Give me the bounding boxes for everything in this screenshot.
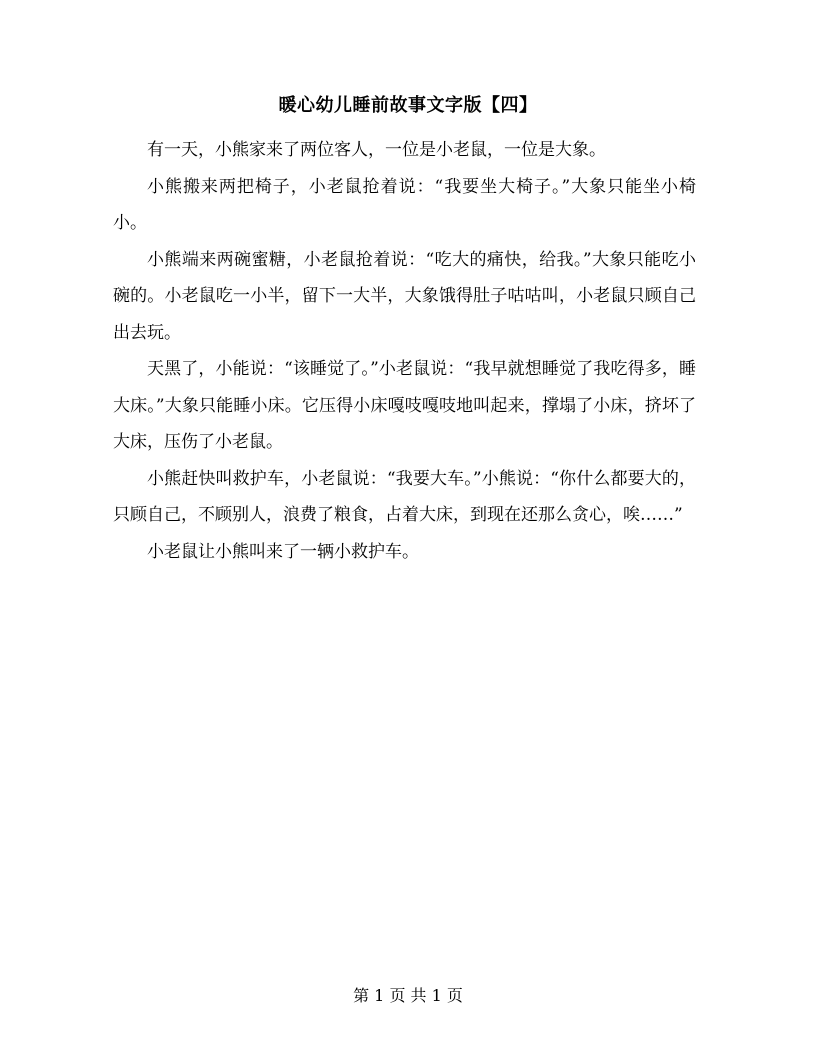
paragraph-4: 天黑了，小能说：“该睡觉了。”小老鼠说：“我早就想睡觉了我吃得多，睡大床。”大象只能睡小床。它压得小床嘎吱嘎吱地叫起来，撑塌了小床，挤坏了大床，压伤了小老鼠。 (113, 359, 696, 452)
paragraph-5: 小熊赶快叫救护车，小老鼠说：“我要大车。”小熊说：“你什么都要大的，只顾自己，不顾别人，浪费了粮食，占着大床，到现在还那么贪心，唉……” (113, 468, 696, 525)
paragraph-1: 有一天，小熊家来了两位客人，一位是小老鼠，一位是大象。 (147, 140, 606, 160)
document-title: 暖心幼儿睡前故事文字版【四】 (278, 95, 538, 116)
paragraph-2: 小熊搬来两把椅子，小老鼠抢着说：“我要坐大椅子。”大象只能坐小椅小。 (113, 176, 696, 233)
page-footer: 第 1 页 共 1 页 (353, 986, 463, 1005)
paragraph-3: 小熊端来两碗蜜糖，小老鼠抢着说：“吃大的痛快，给我。”大象只能吃小碗的。小老鼠吃一小半，留下一大半，大象饿得肚子咕咕叫，小老鼠只顾自己出去玩。 (113, 249, 696, 343)
story-body (113, 132, 696, 570)
paragraph-6: 小老鼠让小熊叫来了一辆小救护车。 (147, 541, 419, 562)
